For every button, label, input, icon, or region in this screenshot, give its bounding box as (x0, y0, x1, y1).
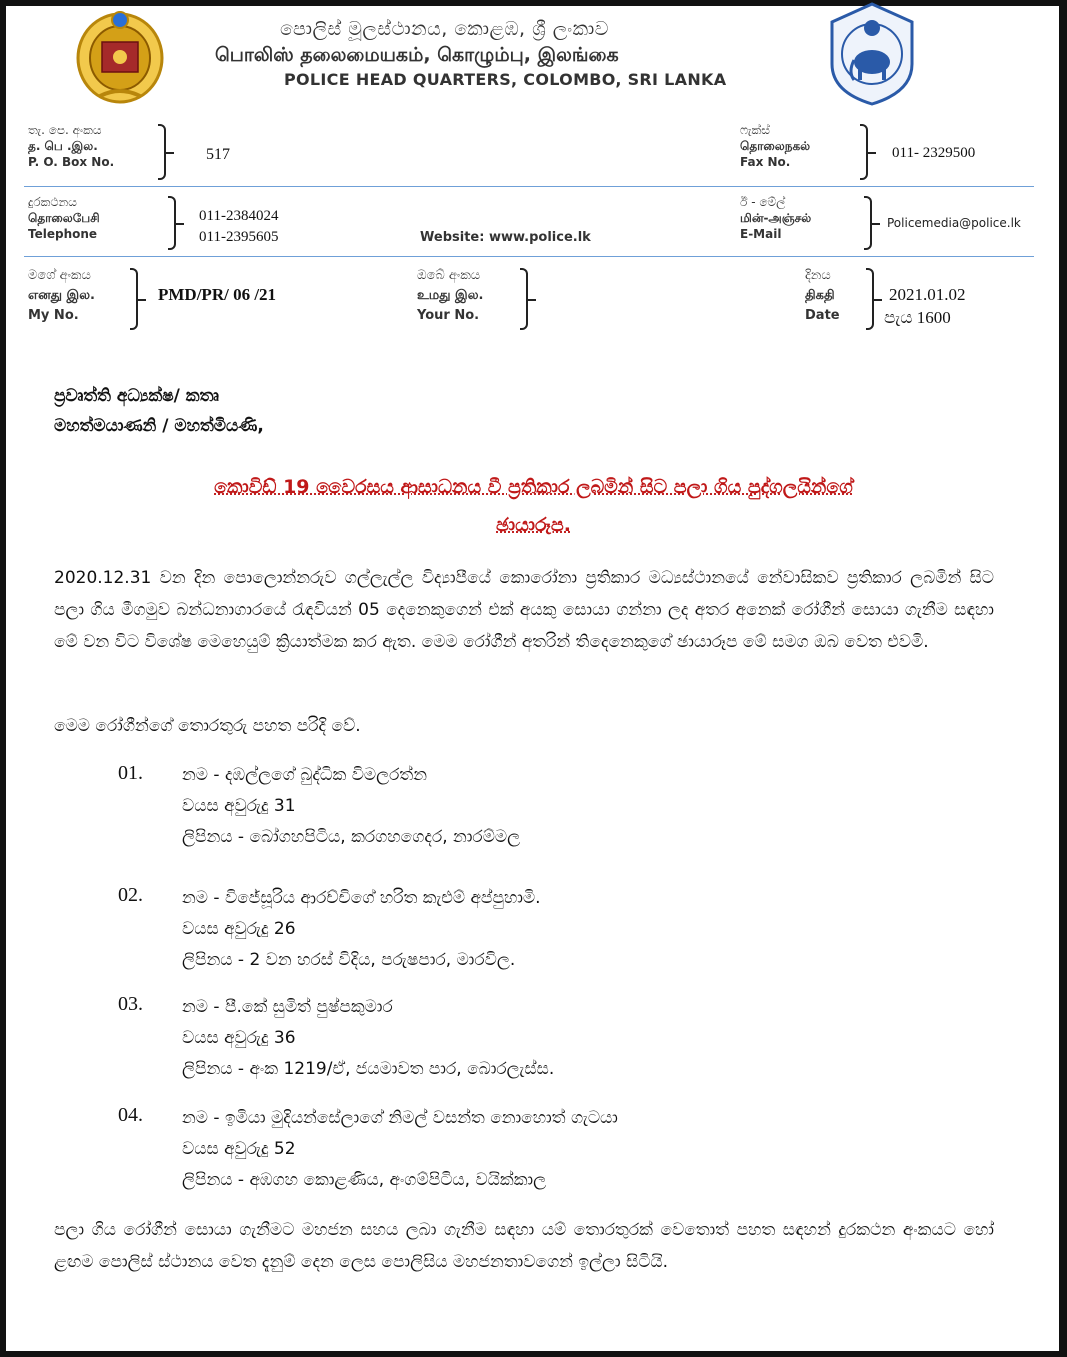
telephone-value-1: 011-2384024 (199, 208, 279, 224)
pobox-label: තැ. පෙ. අංකය த. பெ .இல. P. O. Box No. (28, 123, 115, 169)
pobox-value: 517 (206, 146, 230, 163)
letterhead-title-tamil: பொலிஸ் தலைமையகம், கொழும்பு, இலங்கை (215, 44, 619, 66)
frame-border-left (0, 0, 6, 1357)
telephone-value-2: 011-2395605 (199, 229, 279, 245)
list-item-number: 04. (118, 1104, 143, 1126)
person-address: ලිපිනය - 2 වන හරස් විදිය, පරුෂපාර, මාරවිල. (182, 950, 516, 970)
date-value: 2021.01.02 (889, 285, 966, 304)
your-no-label: ඔබේ අංකය உமது இல. Your No. (417, 268, 484, 323)
frame-border-bottom (0, 1351, 1067, 1357)
telephone-label: දුරකථනය தொலைபேசி Telephone (28, 195, 100, 241)
email-label: ඊ - මේල් மின்-அஞ்சல் E-Mail (740, 195, 812, 241)
body-paragraph: 2020.12.31 වන දින පොලොන්නරුව ගල්ලැල්ල විද්‍යාපීයේ කොරෝනා ප්‍රතිකාර මධ්‍යස්ථානයේ නේවාසිකව ප්‍රතිකාර ලබමින් සිට පලා ගිය මීගමුව බන්ධනාගාරයේ රැඳවියන් 05 දෙනෙකුගෙන් එක් අයකු සොයා ගන්නා ලද අතර අනෙක් රෝගීන් සොයා ගැනීම සඳහා මේ වන විට විශේෂ මෙහෙයුම් ක්‍රියාත්මක කර ඇත. මෙම රෝගීන් අතරින් තිදෙනෙකුගේ ඡායාරූප මේ සමග ඔබ වෙත එවමි. (54, 568, 994, 652)
divider-line (24, 186, 1034, 187)
email-brace (864, 196, 872, 250)
telephone-brace (168, 196, 176, 250)
person-address: ලිපිනය - අංක 1219/ඒ, ජයමාවත පාර, බොරලැස්ස. (182, 1059, 555, 1079)
date-brace (866, 268, 874, 330)
divider-line (24, 256, 1034, 257)
closing-paragraph: පලා ගිය රෝගීන් සොයා ගැනීමට මහජන සහය ලබා ගැනීම සඳහා යම් තොරතුරක් වෙතොත් පහත සඳහන් දුරකථන අංකයට හෝ ළඟම පොලිස් ස්ථානය වෙත දැනුම් දෙන ලෙස පොලිසිය මහජනතාවගෙන් ඉල්ලා සිටියි. (54, 1220, 994, 1272)
my-no-value: PMD/PR/ 06 /21 (158, 285, 277, 304)
fax-value: 011- 2329500 (892, 145, 976, 161)
fax-brace (860, 124, 868, 180)
salutation-line-2: මහත්මයාණනි / මහත්මියණි, (54, 416, 264, 436)
letterhead-title-sinhala: පොලිස් මූලස්ථානය, කොළඹ, ශ්‍රී ලංකාව (280, 18, 609, 40)
your-no-brace (520, 268, 528, 330)
sri-lanka-emblem-icon (72, 6, 168, 106)
person-age: වයස අවුරුදු 36 (182, 1028, 296, 1048)
frame-border-right (1059, 0, 1067, 1357)
police-emblem-icon (824, 2, 920, 106)
person-name: නම - විජේසූරිය ආරච්චිගේ හරිත කැළුම් අප්පුහාමි. (182, 888, 541, 908)
person-address: ලිපිනය - බෝගහපිටිය, කරගහගෙදර, නාරම්මල (182, 827, 521, 847)
date-label: දිනය திகதி Date (805, 268, 840, 323)
list-item-number: 01. (118, 762, 143, 784)
salutation-line-1: ප්‍රවෘත්ති අධ්‍යක්ෂ/ කතෘ (54, 386, 220, 406)
person-age: වයස අවුරුදු 26 (182, 919, 296, 939)
list-item-number: 02. (118, 884, 143, 906)
my-no-label: මගේ අංකය எனது இல. My No. (28, 268, 95, 323)
my-no-brace (130, 268, 138, 330)
fax-label: ෆැක්ස් தொலைநகல் Fax No. (740, 123, 811, 169)
person-age: වයස අවුරුදු 31 (182, 796, 296, 816)
person-name: නම - දඹල්ලගේ බුද්ධික විමලරත්න (182, 765, 427, 785)
subject-line-2: ඡායාරූප. (496, 514, 571, 536)
list-item-number: 03. (118, 993, 143, 1015)
person-address: ලිපිනය - අඹගහ කොළණිය, අංගම්පිටිය, වයික්කාල (182, 1170, 547, 1190)
person-name: නම - පී.කේ සුමිත් පුෂ්පකුමාර (182, 997, 393, 1017)
website-link[interactable]: Website: www.police.lk (420, 230, 591, 245)
body-intro-line: මෙම රෝගීන්ගේ තොරතුරු පහත පරිදි වේ. (54, 716, 361, 736)
email-value[interactable]: Policemedia@police.lk (887, 216, 1021, 230)
time-value: පැය 1600 (884, 308, 951, 327)
pobox-brace (158, 124, 166, 180)
letterhead-title-english: POLICE HEAD QUARTERS, COLOMBO, SRI LANKA (284, 70, 727, 89)
person-name: නම - ඉමියා මුදියන්සේලාගේ නිමල් වසන්ත නොහොත් ගැටයා (182, 1108, 618, 1128)
person-age: වයස අවුරුදු 52 (182, 1139, 296, 1159)
subject-line-1: කොවිඩ් 19 වෛරසය ආසාධනය වී ප්‍රතිකාර ලබමින් සිට පලා ගිය පුද්ගලයින්ගේ (214, 476, 853, 498)
